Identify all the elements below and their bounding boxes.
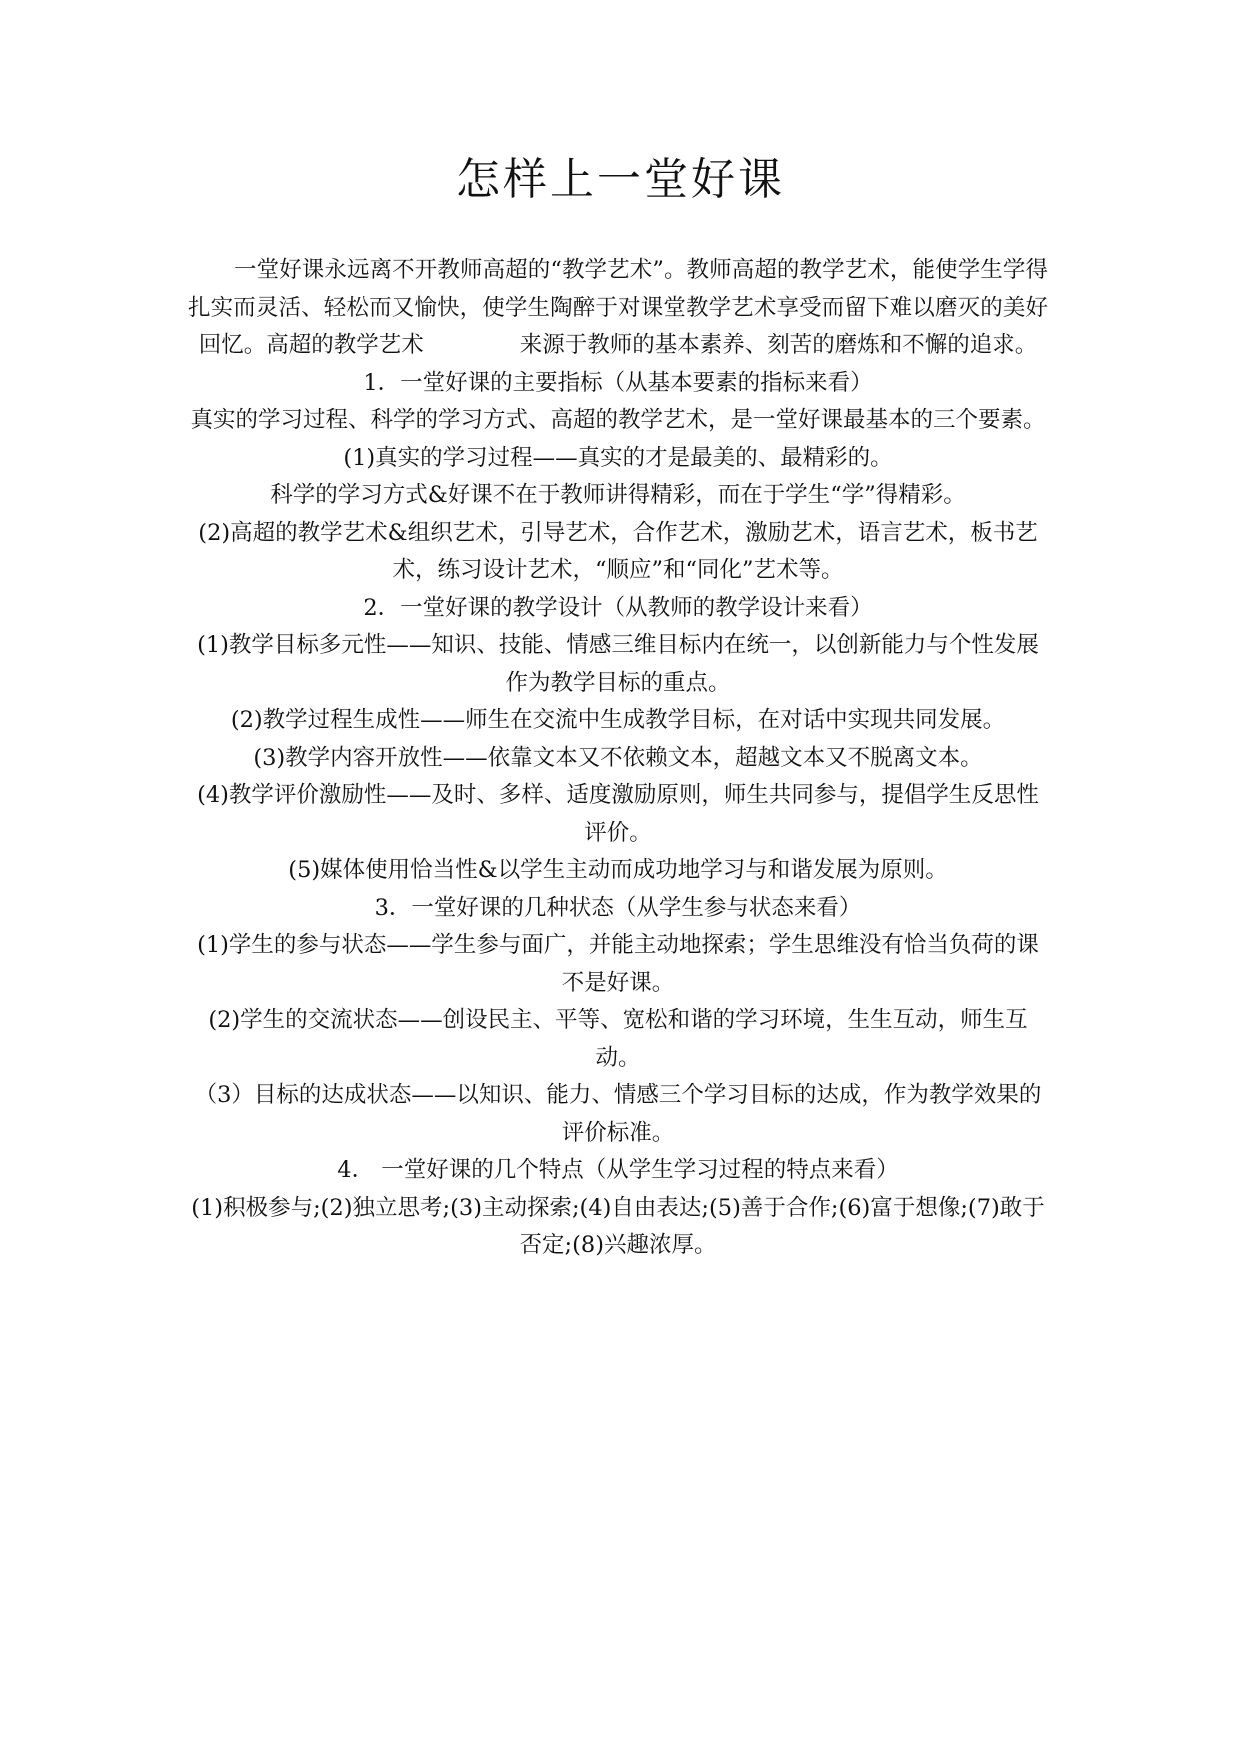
section-4-heading: 4． 一堂好课的几个特点（从学生学习过程的特点来看）: [337, 1157, 899, 1183]
section-3-item-1: (1)学生的参与状态——学生参与面广，并能主动地探索；学生思维没有恰当负荷的课不是好课。: [197, 932, 1039, 996]
section-1-heading: 1．一堂好课的主要指标（从基本要素的指标来看）: [363, 369, 873, 396]
section-1-item-learning-method: 科学的学习方式&好课不在于教师讲得精彩，而在于学生“学”得精彩。: [270, 482, 966, 508]
section-1-summary: 真实的学习过程、科学的学习方式、高超的教学艺术，是一堂好课最基本的三个要素。: [190, 407, 1046, 433]
section-2-item-1: (1)教学目标多元性——知识、技能、情感三维目标内在统一，以创新能力与个性发展作为教学目标的重点。: [197, 632, 1039, 696]
intro-text-part2: 来源于教师的基本素养、刻苦的磨炼和不懈的追求。: [519, 332, 1038, 358]
section-3-item-3: （3）目标的达成状态——以知识、能力、情感三个学习目标的达成，作为教学效果的评价标准。: [194, 1082, 1042, 1146]
section-2-item-5: (5)媒体使用恰当性&以学生主动而成功地学习与和谐发展为原则。: [288, 857, 948, 883]
section-2-heading: 2．一堂好课的教学设计（从教师的教学设计来看）: [363, 594, 873, 621]
section-2-item-2: (2)教学过程生成性——师生在交流中生成教学目标，在对话中实现共同发展。: [230, 707, 1006, 733]
section-2-item-4: (4)教学评价激励性——及时、多样、适度激励原则，师生共同参与，提倡学生反思性评价。: [197, 782, 1039, 846]
intro-text-part1: 一堂好课永远离不开教师高超的“教学艺术”。教师高超的教学艺术，能使学生学得扎实而灵活、轻松而又愉快，使学生陶醉于对课堂教学艺术享受而留下难以磨灭的美好回忆。高超的教学艺术: [188, 257, 1048, 358]
section-1-item-2: (2)高超的教学艺术&组织艺术，引导艺术，合作艺术，激励艺术，语言艺术，板书艺术，练习设计艺术，“顺应”和“同化”艺术等。: [198, 519, 1038, 583]
section-4-item-list: (1)积极参与;(2)独立思考;(3)主动探索;(4)自由表达;(5)善于合作;(6)富于想像;(7)敢于否定;(8)兴趣浓厚。: [191, 1194, 1045, 1258]
section-3-heading: 3．一堂好课的几种状态（从学生参与状态来看）: [374, 894, 862, 921]
document-body: [188, 252, 1048, 1265]
section-2-item-3: (3)教学内容开放性——依靠文本又不依赖文本，超越文本又不脱离文本。: [253, 744, 983, 771]
section-3-item-2: (2)学生的交流状态——创设民主、平等、宽松和谐的学习环境，生生互动，师生互动。: [208, 1007, 1028, 1071]
section-1-item-1: (1)真实的学习过程——真实的才是最美的、最精彩的。: [343, 444, 893, 471]
intro-paragraph: [188, 252, 1048, 365]
document-title: 怎样上一堂好课: [456, 154, 785, 205]
